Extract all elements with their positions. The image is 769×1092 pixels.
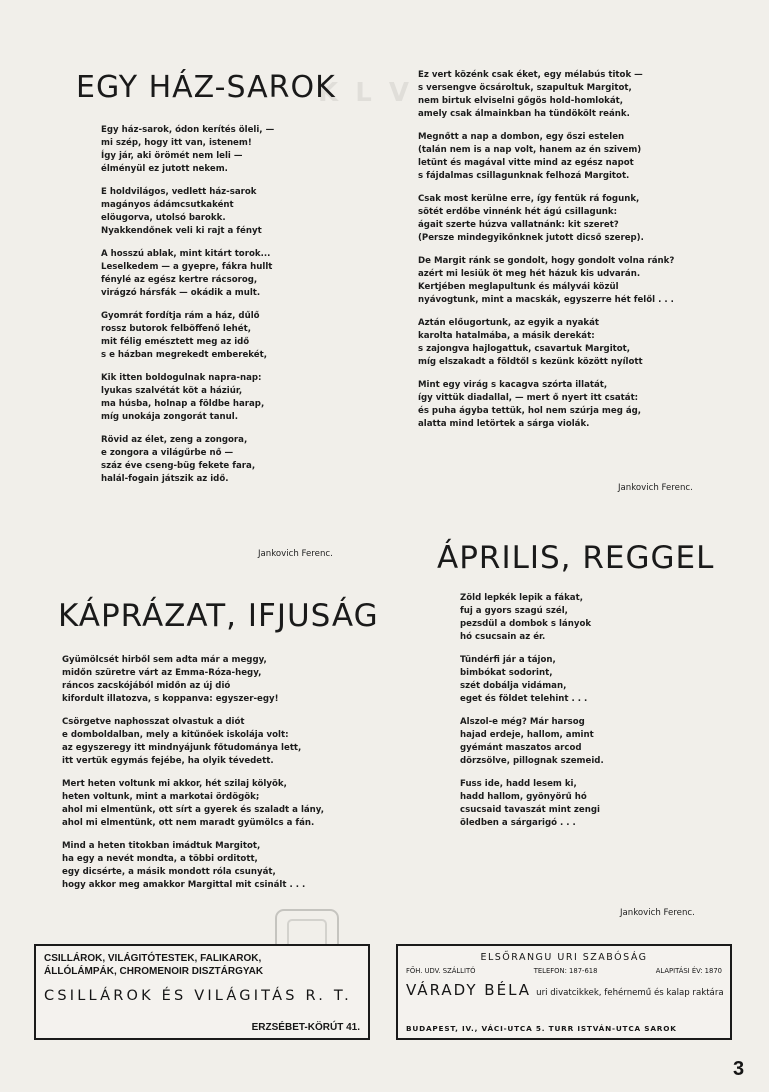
stanza bbox=[101, 186, 274, 238]
stanza bbox=[418, 255, 674, 307]
poem-kaprazat-ifjusag bbox=[62, 654, 324, 902]
poem-line: Gyümölcsét hirből sem adta már a meggy, bbox=[62, 655, 267, 665]
poem-kaprazat-continued bbox=[418, 69, 674, 441]
poem-line: nyávogtunk, mint a macskák, egyszerre hét felől . . . bbox=[418, 295, 674, 305]
poem-line: Fuss ide, hadd lesem ki, bbox=[460, 779, 577, 789]
stanza bbox=[62, 654, 324, 706]
poem-line: és puha ágyba tettük, hol nem szúrja meg ág, bbox=[418, 406, 642, 416]
poem-line: s fájdalmas csillagunknak felhozá Margitot. bbox=[418, 171, 630, 181]
poem-line: heten voltunk, mint a markotai ördögök; bbox=[62, 792, 260, 802]
poem-line: De Margit ránk se gondolt, hogy gondolt volna ránk? bbox=[418, 256, 675, 266]
poem-aprilis-reggel bbox=[460, 592, 604, 840]
poem-line: Aztán előugortunk, az egyik a nyakát bbox=[418, 318, 600, 328]
poem-line: szét dobálja vidáman, bbox=[460, 681, 567, 691]
poem-line: Mert heten voltunk mi akkor, hét szilaj kölyök, bbox=[62, 779, 287, 789]
poem-line: ágait szerte húzva vallatnánk: kit szeret? bbox=[418, 220, 619, 230]
poem-line: itt vertük egymás fejébe, ha olyik tévedett. bbox=[62, 756, 274, 766]
poem-line: eget és földet telehint . . . bbox=[460, 694, 588, 704]
poem-line: elöugorva, utolsó barokk. bbox=[101, 213, 226, 223]
poem-line: pezsdül a dombok s lányok bbox=[460, 619, 592, 629]
stanza bbox=[418, 193, 674, 245]
poem-line: rossz butorok felböffenő lehét, bbox=[101, 324, 251, 334]
poem-line: halál-fogain játszik az idő. bbox=[101, 474, 229, 484]
poem-title-egy-haz-sarok: EGY HÁZ-SAROK bbox=[76, 70, 336, 105]
poem-line: csucsaid tavaszát mint zengi bbox=[460, 805, 600, 815]
advertisement-csillarok bbox=[34, 944, 370, 1040]
stanza bbox=[460, 592, 604, 644]
poem-line: (Persze mindegyikőnknek jutott dicső szerep). bbox=[418, 233, 644, 243]
poem-line: Rövid az élet, zeng a zongora, bbox=[101, 435, 248, 445]
poem-line: alatta mind letörtek a sárga violák. bbox=[418, 419, 590, 429]
stanza bbox=[101, 434, 274, 486]
poem-line: midőn szüretre várt az Emma-Róza-hegy, bbox=[62, 668, 262, 678]
poem-line: s e házban megrekedt emberekét, bbox=[101, 350, 267, 360]
poem-line: hadd hallom, gyönyörű hó bbox=[460, 792, 587, 802]
ad-right-founded: ALAPITÁSI ÉV: 1870 bbox=[655, 967, 722, 975]
poem-line: Megnőtt a nap a dombon, egy őszi estelen bbox=[418, 132, 625, 142]
stanza bbox=[460, 716, 604, 768]
stanza bbox=[418, 69, 674, 121]
ad-right-description: uri divatcikkek, fehérnemű és kalap raktára bbox=[536, 988, 724, 998]
poem-line: így vittük diadallal, — mert ő nyert itt csatát: bbox=[418, 393, 639, 403]
poem-line: Kik itten boldogulnak napra-nap: bbox=[101, 373, 262, 383]
poem-line: bimbókat sodorint, bbox=[460, 668, 553, 678]
stanza bbox=[101, 124, 274, 176]
page-number: 3 bbox=[733, 1058, 745, 1080]
poem-line: ahol mi elmentünk, ott sírt a gyerek és szaladt a lány, bbox=[62, 805, 324, 815]
poem-line: fénylé az egész kertre rácsorog, bbox=[101, 275, 258, 285]
poem-line: Csak most kerülne erre, így fentük rá fogunk, bbox=[418, 194, 640, 204]
ad-right-supplier: FŐH. UDV. SZÁLLITÓ bbox=[406, 967, 476, 975]
poem-line: s versengve öcsároltuk, szapultuk Margitot, bbox=[418, 83, 632, 93]
stanza bbox=[460, 654, 604, 706]
poem-line: míg elszakadt a földtől s kezünk között nyílott bbox=[418, 357, 643, 367]
stanza bbox=[101, 248, 274, 300]
poem-line: öledben a sárgarigó . . . bbox=[460, 818, 576, 828]
poem-line: ahol mi elmentünk, ott nem maradt gyümölcs a fán. bbox=[62, 818, 315, 828]
poem-line: Alszol-e még? Már harsog bbox=[460, 717, 585, 727]
ad-right-heading: ELSŐRANGU URI SZABÓSÁG bbox=[480, 952, 648, 963]
poem3-author: Jankovich Ferenc. bbox=[620, 908, 695, 918]
poem-line: fuj a gyors szagú szél, bbox=[460, 606, 568, 616]
poem-line: Nyakkendőnek veli ki rajt a fényt bbox=[101, 226, 262, 236]
poem-line: Kertjében meglapultunk és mályvái közül bbox=[418, 282, 619, 292]
poem-line: dörzsölve, pillognak szemeid. bbox=[460, 756, 604, 766]
poem-line: amely csak álmainkban ha tündökölt reánk. bbox=[418, 109, 630, 119]
poem-line: e zongora a világűrbe nő — bbox=[101, 448, 234, 458]
poem-line: ha egy a nevét mondta, a többi orditott, bbox=[62, 854, 258, 864]
poem-line: hó csucsain az ér. bbox=[460, 632, 546, 642]
ad-right-name: VÁRADY BÉLA bbox=[406, 981, 532, 999]
poem-line: Tündérfi jár a tájon, bbox=[460, 655, 556, 665]
stanza bbox=[418, 131, 674, 183]
poem-line: sötét erdőbe vinnénk hét ágú csillagunk: bbox=[418, 207, 618, 217]
poem-line: Zöld lepkék lepik a fákat, bbox=[460, 593, 583, 603]
poem-line: Csörgetve naphosszat olvastuk a diót bbox=[62, 717, 245, 727]
poem-line: nem birtuk elviselni gőgös hold-homlokát, bbox=[418, 96, 624, 106]
poem-line: Így jár, aki örömét nem leli — bbox=[101, 151, 243, 161]
poem-line: A hosszú ablak, mint kitárt torok... bbox=[101, 249, 271, 259]
poem-line: gyémánt maszatos arcod bbox=[460, 743, 582, 753]
poem-line: élményül ez jutott nekem. bbox=[101, 164, 228, 174]
poem-line: az egyszeregy itt mindnyájunk főtudománya lett, bbox=[62, 743, 302, 753]
stanza bbox=[62, 716, 324, 768]
poem-line: hogy akkor meg amakkor Margittal mit csinált . . . bbox=[62, 880, 306, 890]
poem-line: száz éve cseng-büg fekete fara, bbox=[101, 461, 256, 471]
poem-line: kifordult illatozva, s koppanva: egyszer-egy! bbox=[62, 694, 279, 704]
stanza bbox=[101, 310, 274, 362]
poem-line: Mind a heten titokban imádtuk Margitot, bbox=[62, 841, 261, 851]
poem-title-kaprazat-ifjusag: KÁPRÁZAT, IFJUSÁG bbox=[58, 598, 379, 634]
poem-line: magányos ádámcsutkaként bbox=[101, 200, 234, 210]
ad-right-address: BUDAPEST, IV., VÁCI-UTCA 5. TURR ISTVÁN-UTCA SAROK bbox=[406, 1024, 677, 1033]
poem-line: letünt és magával vitte mind az egész napot bbox=[418, 158, 634, 168]
advertisement-varady-bela bbox=[396, 944, 732, 1040]
poem-line: mit félig emésztett meg az idő bbox=[101, 337, 250, 347]
poem-title-aprilis-reggel: ÁPRILIS, REGGEL bbox=[437, 540, 715, 576]
poem-line: (talán nem is a nap volt, hanem az én szivem) bbox=[418, 145, 642, 155]
poem-line: egy dicsérte, a másik mondott róla csunyát, bbox=[62, 867, 276, 877]
poem-egy-haz-sarok bbox=[101, 124, 274, 496]
poem-line: míg unokája zongorát tanul. bbox=[101, 412, 239, 422]
stanza bbox=[101, 372, 274, 424]
stanza bbox=[62, 840, 324, 892]
poem-line: Gyomrát fordítja rám a ház, dűlő bbox=[101, 311, 260, 321]
poem-line: virágzó hársfák — okádik a mult. bbox=[101, 288, 261, 298]
poem-line: Ez vert közénk csak éket, egy mélabús titok — bbox=[418, 70, 643, 80]
stanza bbox=[62, 778, 324, 830]
poem-line: ma húsba, holnap a földbe harap, bbox=[101, 399, 265, 409]
poem2-author: Jankovich Ferenc. bbox=[618, 483, 693, 493]
poem-line: karolta hatalmába, a másik derekát: bbox=[418, 331, 595, 341]
ad-left-firm: CSILLÁROK ÉS VILÁGITÁS R. T. bbox=[44, 988, 352, 1004]
stanza bbox=[460, 778, 604, 830]
poem-line: E holdvilágos, vedlett ház-sarok bbox=[101, 187, 257, 197]
ad-right-phone: TELEFON: 187-618 bbox=[533, 967, 598, 975]
ad-left-address: ERZSÉBET-KÖRÚT 41. bbox=[251, 1022, 360, 1033]
poem-line: Leselkedem — a gyepre, fákra hullt bbox=[101, 262, 273, 272]
poem-line: Mint egy virág s kacagva szórta illatát, bbox=[418, 380, 608, 390]
poem1-author: Jankovich Ferenc. bbox=[258, 549, 333, 559]
poem-line: Egy ház-sarok, ódon kerítés öleli, — bbox=[101, 125, 275, 135]
poem-line: e domboldalban, mely a kitűnőek iskolája volt: bbox=[62, 730, 289, 740]
ad-left-line2: ÁLLÓLÁMPÁK, CHROMENOIR DISZTÁRGYAK bbox=[44, 966, 264, 977]
poem-line: lyukas szalvétát köt a háziúr, bbox=[101, 386, 243, 396]
stanza bbox=[418, 379, 674, 431]
ad-left-line1: CSILLÁROK, VILÁGITÓTESTEK, FALIKAROK, bbox=[44, 953, 262, 964]
poem-line: ráncos zacskójából midőn az új dió bbox=[62, 681, 231, 691]
poem-line: s zajongva hajlogattuk, csavartuk Margitot, bbox=[418, 344, 631, 354]
poem-line: mi szép, hogy itt van, istenem! bbox=[101, 138, 252, 148]
bleed-through-text: K L V bbox=[318, 78, 413, 108]
stanza bbox=[418, 317, 674, 369]
poem-line: hajad erdeje, hallom, amint bbox=[460, 730, 594, 740]
poem-line: azért mi lesiük öt meg hét házuk kis udvarán. bbox=[418, 269, 641, 279]
